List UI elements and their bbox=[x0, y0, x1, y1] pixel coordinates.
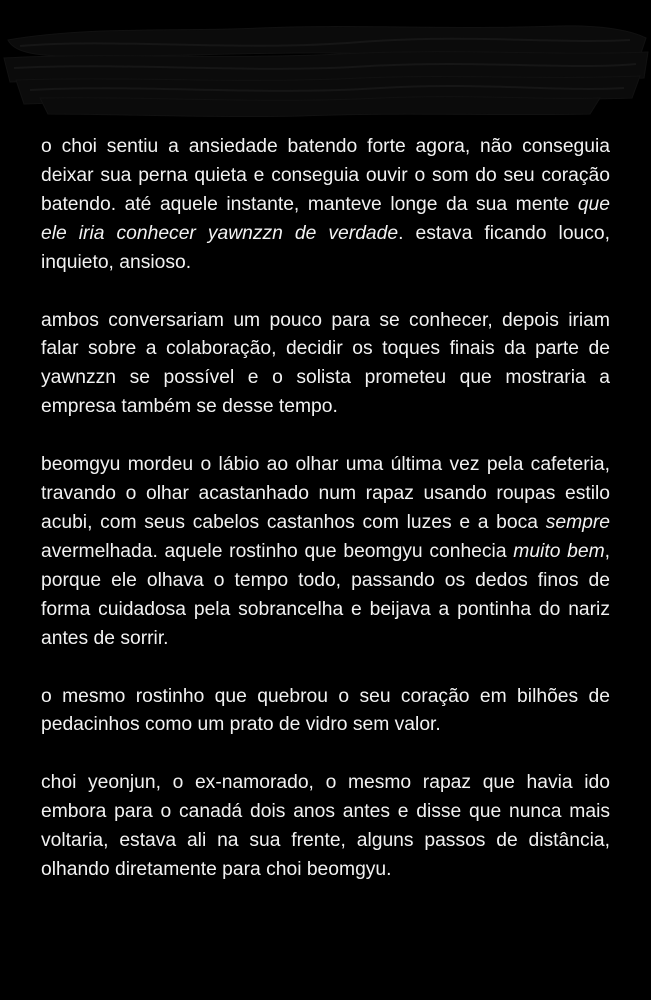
redacted-scribble bbox=[0, 18, 651, 118]
paragraph bbox=[41, 307, 610, 423]
paragraph bbox=[41, 769, 610, 885]
text-run: avermelhada. aquele rostinho que beomgyu conhecia bbox=[41, 540, 514, 562]
paragraph bbox=[41, 451, 610, 653]
paragraph bbox=[41, 133, 610, 278]
text-run: beomgyu mordeu o lábio ao olhar uma última vez pela cafeteria, travando o olhar acastanhado num rapaz usando roupas estilo acubi, com seus cabelos castanhos com luzes e a boca bbox=[41, 454, 610, 533]
text-run: o choi sentiu a ansiedade batendo forte agora, não conseguia deixar sua perna quieta e conseguia ouvir o som do seu coração batendo. até aquele instante, manteve longe da sua mente bbox=[41, 136, 610, 215]
story-text bbox=[41, 133, 610, 914]
text-run: . estava ficando louco, inquieto, ansioso. bbox=[41, 222, 610, 273]
text-run: , porque ele olhava o tempo todo, passando os dedos finos de forma cuidadosa pela sobrancelha e beijava a pontinha do nariz antes de sorrir. bbox=[41, 540, 610, 649]
text-run: o mesmo rostinho que quebrou o seu coração em bilhões de pedacinhos como um prato de vidro sem valor. bbox=[41, 685, 610, 736]
text-run: ambos conversariam um pouco para se conhecer, depois iriam falar sobre a colaboração, decidir os toques finais da parte de yawnzzn se possível e o solista prometeu que mostraria a empresa também se desse tempo. bbox=[41, 309, 610, 418]
italic-text: muito bem bbox=[513, 540, 605, 562]
text-run: choi yeonjun, o ex-namorado, o mesmo rapaz que havia ido embora para o canadá dois anos antes e disse que nunca mais voltaria, estava ali na sua frente, alguns passos de distância, olhando diretamente para choi beomgyu. bbox=[41, 772, 610, 881]
italic-text: sempre bbox=[545, 511, 610, 533]
paragraph bbox=[41, 683, 610, 741]
italic-text: que ele iria conhecer yawnzzn de verdade bbox=[41, 193, 610, 244]
